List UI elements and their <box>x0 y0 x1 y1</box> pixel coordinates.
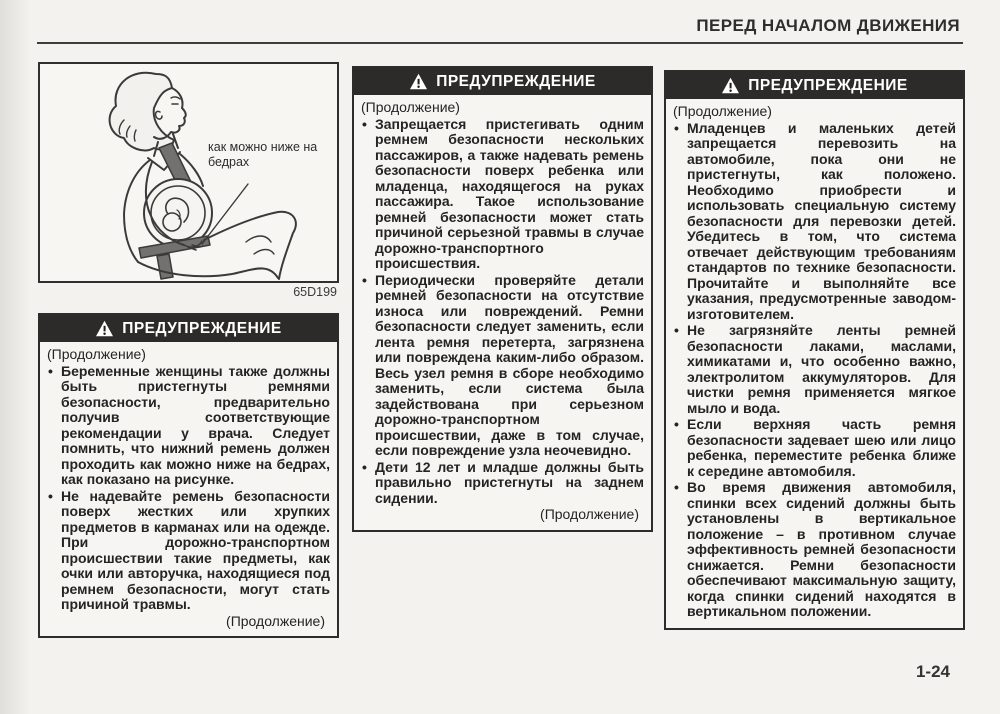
warning-box-left <box>38 313 339 638</box>
continuation-note: (Продолжение) <box>47 346 146 362</box>
warning-header-middle <box>354 68 651 95</box>
page-number: 1-24 <box>915 662 950 681</box>
left-column <box>38 62 339 638</box>
warning-title: ПРЕДУПРЕЖДЕНИЕ <box>122 319 282 337</box>
warning-body-left <box>40 342 337 636</box>
continuation-footer: (Продолжение) <box>226 612 325 629</box>
warning-triangle-icon <box>409 73 428 90</box>
warning-list-right <box>673 121 956 620</box>
warning-item: • Не загрязняйте ленты ремней безопасности лаками, маслами, химикатами и, что особенно важно, электролитом аккумуляторов. Для чистки ремня применяется мягкое мыло и вода. <box>673 323 956 416</box>
header-rule <box>37 42 963 44</box>
warning-body-middle <box>354 95 651 530</box>
warning-item: • Не надевайте ремень безопасности поверх жестких или хрупких предметов в карманах или на одежде. При дорожно-транспортном происшествии такие предметы, как очки или авторучка, находящиеся под ремнем безопасности, могут стать причиной травмы. <box>47 489 330 613</box>
continuation-note: (Продолжение) <box>361 99 460 115</box>
figure-code: 65D199 <box>293 285 337 299</box>
warning-box-middle <box>352 66 653 532</box>
warning-header-left <box>40 315 337 342</box>
right-column <box>664 70 965 630</box>
figure-callout: как можно ниже на бедрах <box>208 140 318 169</box>
pregnant-woman-illustration <box>40 64 337 281</box>
warning-triangle-icon <box>95 320 114 337</box>
warning-triangle-icon <box>721 77 740 94</box>
warning-title: ПРЕДУПРЕЖДЕНИЕ <box>436 72 596 90</box>
warning-list-left <box>47 364 330 613</box>
warning-header-right <box>666 72 963 99</box>
warning-title: ПРЕДУПРЕЖДЕНИЕ <box>748 76 908 94</box>
warning-box-right <box>664 70 965 630</box>
warning-item: • Беременные женщины также должны быть пристегнуты ремнями безопасности, предварительно получив соответствующие рекомендации у врача. Следует помнить, что нижний ремень должен проходить как можно ниже на бедрах, как показано на рисунке. <box>47 364 330 488</box>
warning-item: • Дети 12 лет и младше должны быть правильно пристегнуты на заднем сидении. <box>361 460 644 507</box>
warning-item: • Во время движения автомобиля, спинки всех сидений должны быть установлены в вертикальное положение – в противном случае эффективность ремней безопасности снижается. Ремни безопасности обеспечивают максимальную защиту, когда спинки сидений находятся в вертикальном положении. <box>673 480 956 620</box>
page-header-title: ПЕРЕД НАЧАЛОМ ДВИЖЕНИЯ <box>696 16 960 35</box>
continuation-note: (Продолжение) <box>673 103 772 119</box>
seatbelt-figure <box>38 62 339 283</box>
scan-binding-shadow <box>0 0 30 714</box>
warning-item: • Младенцев и маленьких детей запрещается перевозить на автомобиле, пока они не пристегнуты, как положено. Необходимо приобрести и использовать специальную систему безопасности для перевозки детей. Убедитесь в том, что система отвечает действующим требованиям стандартов по технике безопасности. Прочитайте и выполняйте все указания, предусмотренные заводом-изготовителем. <box>673 121 956 323</box>
warning-body-right <box>666 99 963 628</box>
warning-item: • Периодически проверяйте детали ремней безопасности на отсутствие износа или повреждений. Ремни безопасности следует заменить, если лента ремня перетерта, загрязнена или повреждена каким-либо образом. Весь узел ремня в сборе необходимо заменить, если система была задействована при серьезном дорожно-транспортном происшествии, даже в том случае, если повреждение узла неочевидно. <box>361 273 644 459</box>
middle-column <box>352 66 653 532</box>
continuation-footer: (Продолжение) <box>540 506 639 522</box>
warning-list-middle <box>361 117 644 507</box>
warning-item: • Если верхняя часть ремня безопасности задевает шею или лицо ребенка, переместите ребенка ближе к середине автомобиля. <box>673 417 956 479</box>
warning-item: • Запрещается пристегивать одним ремнем безопасности нескольких пассажиров, а также надевать ремень безопасности поверх ребенка или младенца, находящегося на руках пассажира. Такое использование ремней безопасности может стать причиной серьезной травмы в случае дорожно-транспортного происшествия. <box>361 117 644 272</box>
